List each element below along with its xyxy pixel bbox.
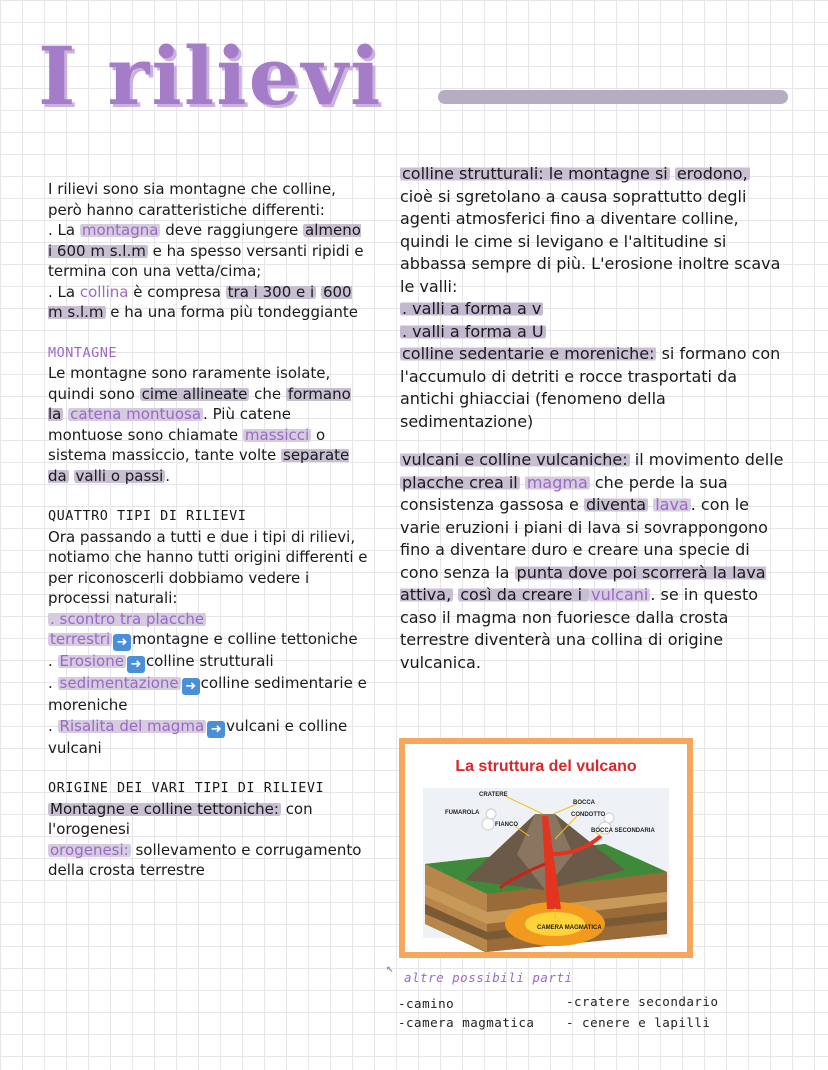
highlight: valli o passi xyxy=(75,466,164,485)
arrow-right-icon: ➜ xyxy=(113,634,131,651)
highlight: . valli a forma a v xyxy=(402,299,542,318)
valli-u xyxy=(400,321,785,344)
origine-heading: ORIGINE DEI VARI TIPI DI RILIEVI xyxy=(48,780,325,796)
note-item: - cenere e lapilli xyxy=(566,1015,711,1030)
item-label: Risalita del magma xyxy=(59,716,205,735)
text: e ha una forma più tondeggiante xyxy=(105,303,358,321)
note-item: -cratere secondario xyxy=(566,994,719,1009)
text: il movimento delle xyxy=(629,450,784,469)
massicci-word: massicci xyxy=(244,425,310,444)
notes-heading: altre possibili parti xyxy=(404,970,573,985)
collina-definition xyxy=(48,282,368,323)
magma-word: magma xyxy=(526,472,588,492)
text: . xyxy=(48,716,58,735)
item-result: montagne e colline tettoniche xyxy=(132,630,358,648)
highlight: vulcani e colline vulcaniche: xyxy=(402,450,628,469)
item-result: vulcani e colline vulcani xyxy=(48,716,348,757)
highlight: cime allineate xyxy=(141,384,248,403)
list-item xyxy=(48,673,368,716)
list-item xyxy=(48,651,368,673)
orogenesi-word: orogenesi: xyxy=(50,840,129,859)
item-label: . scontro tra placche xyxy=(50,609,205,628)
valli-v xyxy=(400,298,785,321)
text: con l'orogenesi xyxy=(48,799,313,838)
label-bocca: BOCCA xyxy=(573,800,595,806)
text: è compresa xyxy=(128,282,226,301)
text: che xyxy=(254,384,286,403)
figure-title: La struttura del vulcano xyxy=(455,758,637,775)
text: che perde la sua consistenza gassosa e xyxy=(400,472,728,514)
volcano-figure xyxy=(399,738,693,958)
text: . xyxy=(48,652,58,670)
text: . xyxy=(48,674,58,692)
text: e ha spesso versanti ripidi e termina con una vetta/cima; xyxy=(48,241,364,280)
label-condotto: CONDOTTO xyxy=(571,812,606,818)
montagna-altitude: almeno i 600 m s.l.m xyxy=(48,221,361,260)
highlight: colline sedentarie e moreniche: xyxy=(402,344,655,363)
text: . La xyxy=(48,282,80,301)
text: . La xyxy=(48,221,80,239)
item-result: colline sedimentarie e moreniche xyxy=(48,674,367,714)
arrow-right-icon: ➜ xyxy=(182,678,200,695)
vulcani-text xyxy=(400,449,785,674)
text: cioè si sgretolano a causa soprattutto degli agenti atmosferici fino a diventare colline, quindi le cime si levigano e l'altitudine si abbassa sempre di più. L'erosione inoltre scava le valli: xyxy=(400,186,781,296)
item-label: Erosione xyxy=(59,652,124,670)
highlight: erodono, xyxy=(676,164,748,183)
highlight: colline strutturali: le montagne si xyxy=(402,164,668,183)
list-item xyxy=(48,716,368,759)
page-title: I rilievi xyxy=(38,29,383,123)
right-column xyxy=(400,163,785,674)
catena-montuosa-word: catena montuosa xyxy=(70,405,202,423)
text: . xyxy=(165,466,171,485)
volcano-figure-inner xyxy=(405,744,687,952)
label-cratere: CRATERE xyxy=(479,792,508,798)
montagne-text: Le montagne sono raramente isolate, quindi sono cime allineate che formano la catena montuosa . Più catene montuose sono chiamate massicci o sistema massiccio, tante volte separate da valli o passi . xyxy=(48,364,351,485)
collina-altitude-1: tra i 300 e i xyxy=(227,282,315,301)
highlight: punta dove poi scorrerà la lava attiva, xyxy=(400,562,766,604)
montagna-definition xyxy=(48,220,368,282)
collina-word: collina xyxy=(79,282,129,301)
note-item: -camino xyxy=(398,996,455,1011)
highlight: . valli a forma a U xyxy=(402,321,544,341)
text: . se in questo caso il magma non fuoriesce dalla crosta terrestre diventerà una collina di origine vulcanica. xyxy=(400,585,759,672)
highlight: così da creare i xyxy=(460,585,588,604)
item-label: terrestri xyxy=(50,630,111,648)
note-item: -camera magmatica xyxy=(398,1015,535,1030)
highlight: formano la xyxy=(48,384,351,423)
text: deve raggiungere xyxy=(160,221,304,239)
text: Le montagne sono raramente isolate, quindi sono xyxy=(48,364,331,403)
text: sollevamento e corrugamento della crosta terrestre xyxy=(48,840,362,879)
vulcani-word: vulcani xyxy=(591,585,649,604)
lava-word: lava xyxy=(655,495,689,514)
montagne-heading: MONTAGNE xyxy=(48,344,118,361)
quattro-tipi-heading: QUATTRO TIPI DI RILIEVI xyxy=(48,508,247,524)
arrow-right-icon: ➜ xyxy=(207,721,225,738)
origine-text xyxy=(48,799,368,881)
label-fianco: FIANCO xyxy=(495,822,518,828)
text: si formano con l'accumulo di detriti e rocce trasportati da antichi ghiacciai (fenomeno della sedimentazione) xyxy=(400,344,781,431)
left-column xyxy=(48,179,368,881)
text: Più catene montuose sono chiamate xyxy=(48,405,292,444)
quattro-tipi-text: Ora passando a tutti e due i tipi di rilievi, notiamo che hanno tutti origini differenti e per riconoscerli dobbiamo vedere i processi naturali: xyxy=(48,527,368,607)
sedentarie-text xyxy=(400,343,785,433)
text: o sistema massiccio, tante volte xyxy=(48,425,326,464)
label-camera-magmatica: CAMERA MAGMATICA xyxy=(537,925,602,931)
title-underline-bar xyxy=(438,90,788,104)
list-item xyxy=(48,609,368,652)
item-label: sedimentazione xyxy=(59,674,179,692)
text: . con le varie eruzioni i piani di lava si sovrappongono fino a diventare duro e creare una specie di cono senza la xyxy=(400,495,768,582)
highlight: separate da xyxy=(48,446,350,485)
item-result: colline strutturali xyxy=(145,652,274,670)
highlight: placche crea il xyxy=(402,472,518,492)
collina-altitude-2: 600 m s.l.m xyxy=(48,282,352,321)
arrow-right-icon: ➜ xyxy=(127,656,145,673)
intro-text: I rilievi sono sia montagne che colline, però hanno caratteristiche differenti: xyxy=(48,180,336,219)
label-fumarola: FUMAROLA xyxy=(445,810,480,816)
notes-arrow-icon: ↖ xyxy=(386,960,395,975)
highlight: Montagne e colline tettoniche: xyxy=(50,799,279,818)
label-bocca-secondaria: BOCCA SECONDARIA xyxy=(591,828,655,834)
volcano-diagram xyxy=(405,784,687,952)
montagna-word: montagna xyxy=(81,221,159,239)
strutturali-text xyxy=(400,163,785,298)
highlight: diventa xyxy=(585,495,647,514)
